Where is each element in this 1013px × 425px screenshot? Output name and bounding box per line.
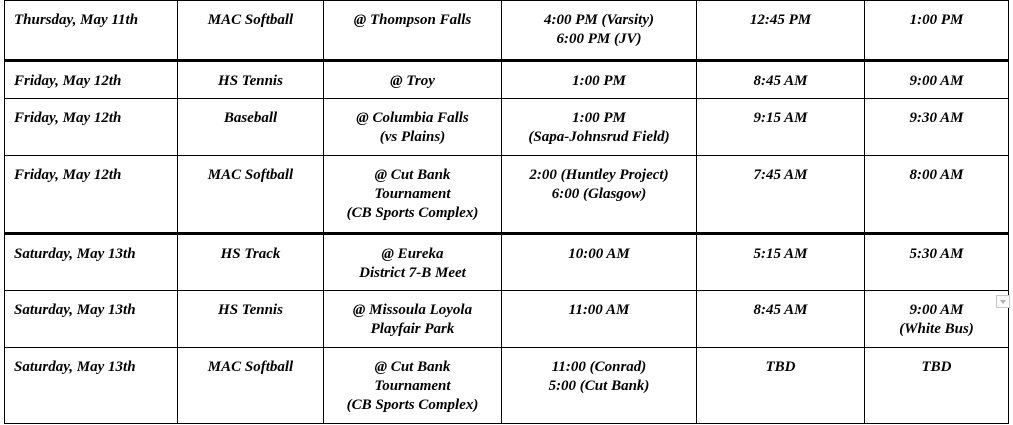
table-row xyxy=(5,348,1009,424)
time-line: 2:00 (Huntley Project) xyxy=(529,167,669,183)
game-time-cell xyxy=(502,1,697,61)
event-cell: HS Tennis xyxy=(178,291,324,348)
location-line: District 7-B Meet xyxy=(359,265,466,281)
schedule-table xyxy=(4,0,1009,424)
event-cell: HS Track xyxy=(178,234,324,291)
dismiss-time-cell xyxy=(865,156,1009,234)
event-cell: MAC Softball xyxy=(178,156,324,234)
event-cell: HS Tennis xyxy=(178,61,324,99)
dismiss-time-cell xyxy=(865,291,1009,348)
depart-time-cell: 8:45 AM xyxy=(697,291,865,348)
location-line: Tournament xyxy=(374,186,451,202)
location-cell xyxy=(324,234,502,291)
table-row xyxy=(5,1,1009,61)
time-line: 1:00 PM xyxy=(572,110,626,126)
time-line: 6:00 (Glasgow) xyxy=(551,186,647,202)
location-cell xyxy=(324,99,502,156)
dismiss-line: TBD xyxy=(921,359,952,375)
date-cell: Saturday, May 13th xyxy=(5,291,178,348)
game-time-cell xyxy=(502,234,697,291)
location-cell xyxy=(324,291,502,348)
location-line: (CB Sports Complex) xyxy=(346,397,479,413)
chevron-down-icon[interactable] xyxy=(996,295,1010,308)
depart-time-cell: 8:45 AM xyxy=(697,61,865,99)
time-line: 10:00 AM xyxy=(568,246,630,262)
location-line: @ Columbia Falls xyxy=(356,110,469,126)
location-cell xyxy=(324,1,502,61)
location-line: @ Missoula Loyola xyxy=(352,302,473,318)
location-cell xyxy=(324,61,502,99)
location-line: @ Cut Bank xyxy=(374,167,451,183)
dismiss-time-cell xyxy=(865,61,1009,99)
location-line: @ Troy xyxy=(390,73,435,89)
location-line: (CB Sports Complex) xyxy=(346,205,479,221)
event-cell: MAC Softball xyxy=(178,1,324,61)
table-row xyxy=(5,156,1009,234)
depart-time-cell: 9:15 AM xyxy=(697,99,865,156)
game-time-cell xyxy=(502,348,697,424)
location-cell xyxy=(324,156,502,234)
table-row xyxy=(5,234,1009,291)
dismiss-line: 8:00 AM xyxy=(909,167,964,183)
date-cell: Friday, May 12th xyxy=(5,156,178,234)
event-cell: Baseball xyxy=(178,99,324,156)
dismiss-line: 9:00 AM xyxy=(909,73,964,89)
location-line: (vs Plains) xyxy=(379,129,446,145)
dismiss-time-cell xyxy=(865,1,1009,61)
dismiss-line: 9:30 AM xyxy=(909,110,964,126)
location-line: Tournament xyxy=(374,378,451,394)
table-row xyxy=(5,99,1009,156)
dismiss-line: 5:30 AM xyxy=(909,246,964,262)
time-line: 6:00 PM (JV) xyxy=(556,31,642,47)
depart-time-cell: 7:45 AM xyxy=(697,156,865,234)
dismiss-time-cell xyxy=(865,234,1009,291)
event-cell: MAC Softball xyxy=(178,348,324,424)
depart-time-cell: 12:45 PM xyxy=(697,1,865,61)
time-line: 4:00 PM (Varsity) xyxy=(544,12,654,28)
dismiss-line: 9:00 AM xyxy=(909,302,964,318)
time-line: 11:00 (Conrad) xyxy=(551,359,647,375)
location-line: @ Thompson Falls xyxy=(353,12,472,28)
dismiss-time-cell xyxy=(865,348,1009,424)
game-time-cell xyxy=(502,291,697,348)
depart-time-cell: TBD xyxy=(697,348,865,424)
time-line: 1:00 PM xyxy=(572,73,626,89)
game-time-cell xyxy=(502,99,697,156)
date-cell: Thursday, May 11th xyxy=(5,1,178,61)
game-time-cell xyxy=(502,156,697,234)
date-cell: Friday, May 12th xyxy=(5,99,178,156)
time-line: 5:00 (Cut Bank) xyxy=(548,378,650,394)
date-cell: Saturday, May 13th xyxy=(5,234,178,291)
location-line: @ Eureka xyxy=(381,246,444,262)
table-row xyxy=(5,61,1009,99)
date-cell: Friday, May 12th xyxy=(5,61,178,99)
depart-time-cell: 5:15 AM xyxy=(697,234,865,291)
table-row xyxy=(5,291,1009,348)
dismiss-line: (White Bus) xyxy=(899,321,974,337)
time-line: 11:00 AM xyxy=(568,302,630,318)
location-line: @ Cut Bank xyxy=(374,359,451,375)
location-cell xyxy=(324,348,502,424)
location-line: Playfair Park xyxy=(370,321,455,337)
dismiss-line: 1:00 PM xyxy=(909,12,964,28)
game-time-cell xyxy=(502,61,697,99)
dismiss-time-cell xyxy=(865,99,1009,156)
time-line: (Sapa-Johnsrud Field) xyxy=(528,129,670,145)
date-cell: Saturday, May 13th xyxy=(5,348,178,424)
